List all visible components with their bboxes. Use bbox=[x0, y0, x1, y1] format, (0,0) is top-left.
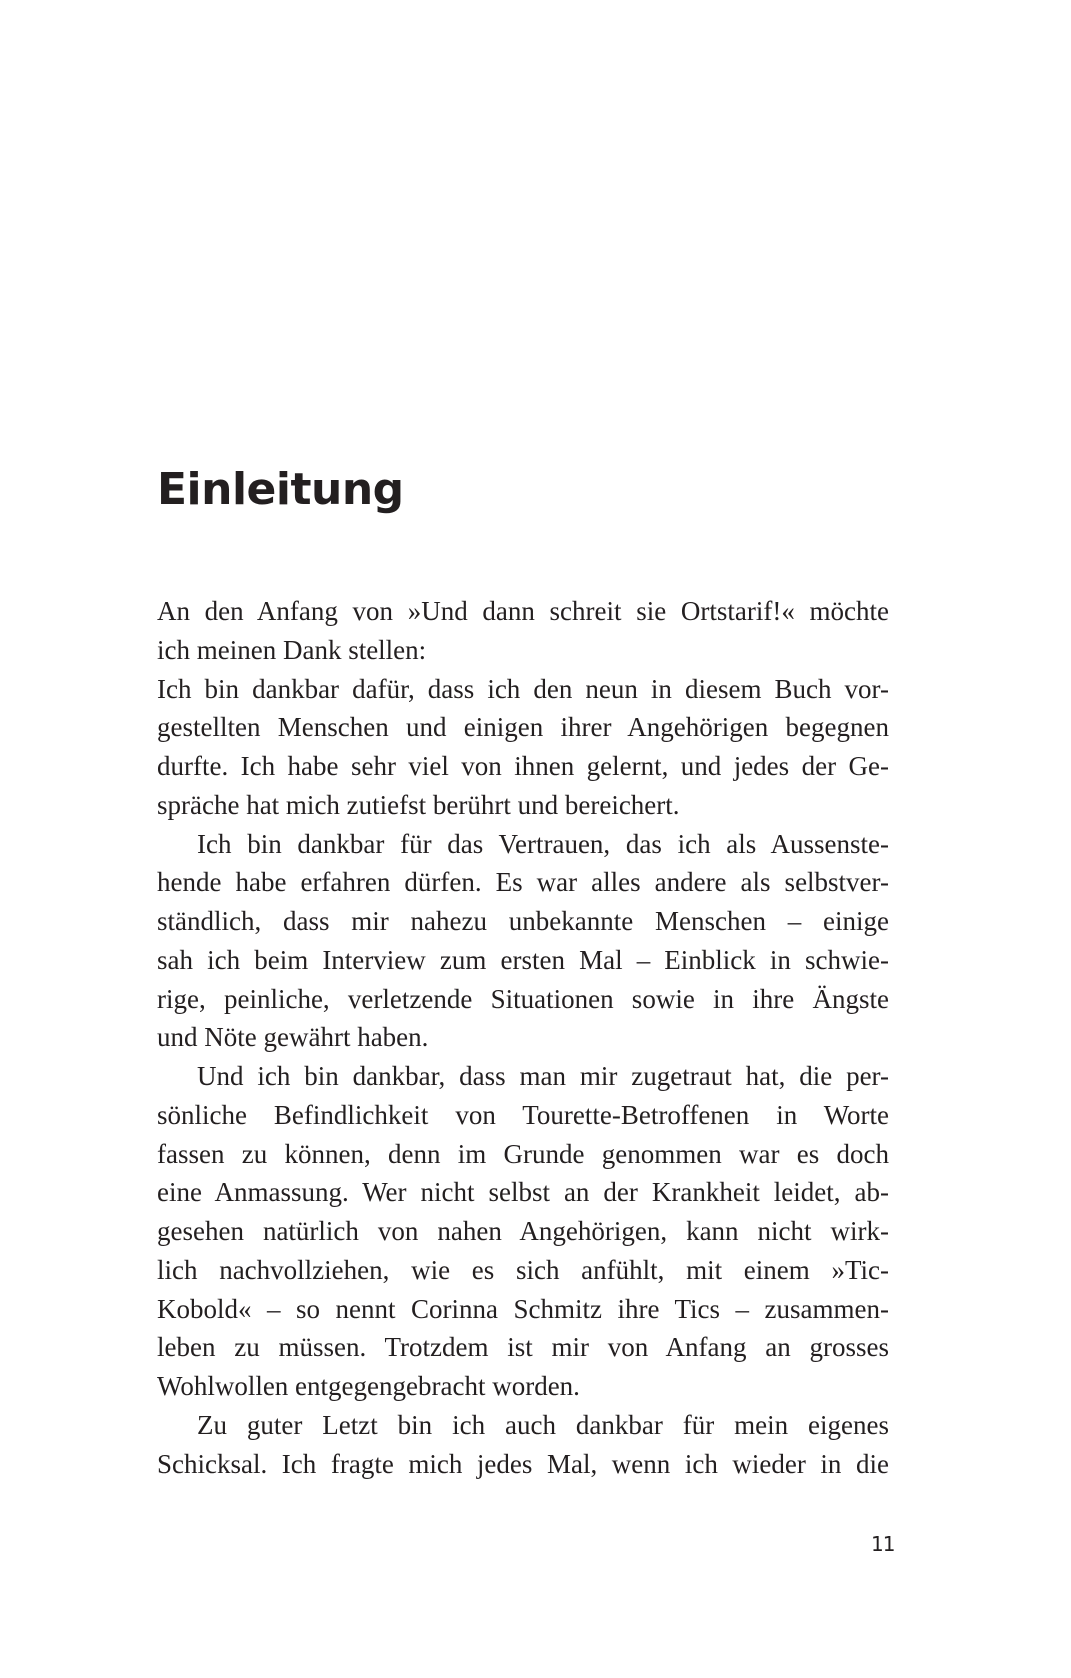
text-line: lich nachvollziehen, wie es sich anfühlt, mit einem »Tic- bbox=[157, 1254, 889, 1285]
text-line: Kobold« – so nennt Corinna Schmitz ihre Tics – zusammen- bbox=[157, 1293, 889, 1324]
text-line: Schicksal. Ich fragte mich jedes Mal, wenn ich wieder in die bbox=[157, 1448, 889, 1479]
text-line: ich meinen Dank stellen: bbox=[157, 634, 427, 665]
text-line: fassen zu können, denn im Grunde genommen war es doch bbox=[157, 1138, 889, 1169]
text-line: ständlich, dass mir nahezu unbekannte Menschen – einige bbox=[157, 906, 889, 936]
text-line: eine Anmassung. Wer nicht selbst an der Krankheit leidet, ab- bbox=[157, 1177, 889, 1208]
text-line: Zu guter Letzt bin ich auch dankbar für mein eigenes bbox=[197, 1409, 889, 1440]
text-line: An den Anfang von »Und dann schreit sie Ortstarif!« möchte bbox=[157, 596, 889, 626]
text-line: Und ich bin dankbar, dass man mir zugetraut hat, die per- bbox=[197, 1061, 889, 1091]
body-text bbox=[157, 592, 889, 1483]
text-line: leben zu müssen. Trotzdem ist mir von Anfang an grosses bbox=[157, 1332, 889, 1363]
page-number: 11 bbox=[871, 1532, 895, 1556]
text-line: durfte. Ich habe sehr viel von ihnen gelernt, und jedes der Ge- bbox=[157, 751, 889, 781]
chapter-heading: Einleitung bbox=[157, 464, 404, 515]
text-line: Ich bin dankbar für das Vertrauen, das ich als Aussenste- bbox=[197, 828, 889, 859]
text-line: sönliche Befindlichkeit von Tourette-Betroffenen in Worte bbox=[157, 1099, 889, 1130]
text-line: Wohlwollen entgegengebracht worden. bbox=[157, 1371, 580, 1401]
text-line: rige, peinliche, verletzende Situationen sowie in ihre Ängste bbox=[157, 983, 889, 1014]
text-line: hende habe erfahren dürfen. Es war alles andere als selbstver- bbox=[157, 867, 889, 898]
text-line: sah ich beim Interview zum ersten Mal – Einblick in schwie- bbox=[157, 944, 889, 975]
text-line: und Nöte gewährt haben. bbox=[157, 1022, 429, 1053]
text-line: gestellten Menschen und einigen ihrer Angehörigen begegnen bbox=[157, 712, 889, 743]
text-line: spräche hat mich zutiefst berührt und bereichert. bbox=[157, 789, 680, 820]
text-line: gesehen natürlich von nahen Angehörigen, kann nicht wirk- bbox=[157, 1216, 889, 1246]
text-line: Ich bin dankbar dafür, dass ich den neun in diesem Buch vor- bbox=[157, 673, 889, 704]
